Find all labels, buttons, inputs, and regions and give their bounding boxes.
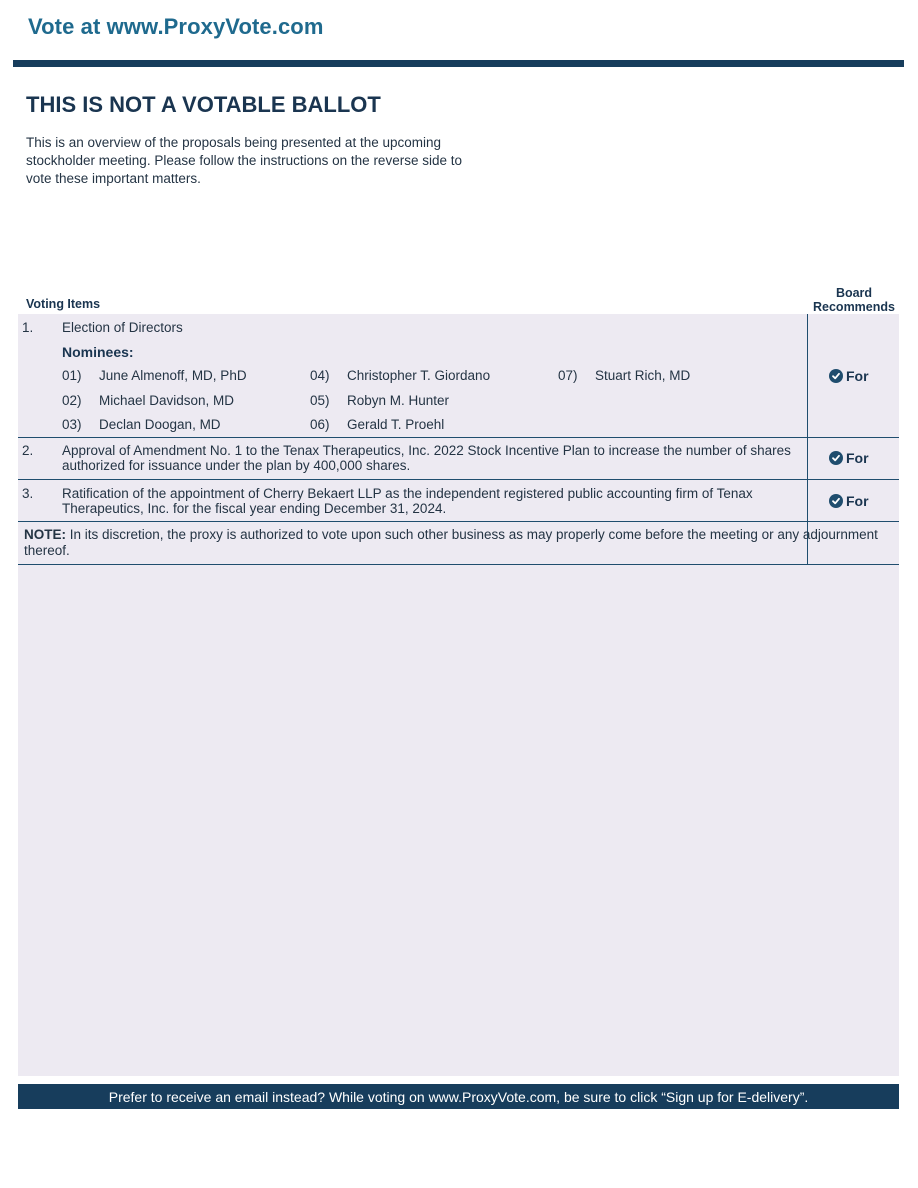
recommendation-for: For: [829, 450, 869, 466]
nominee-01: 01) June Almenoff, MD, PhD: [62, 368, 247, 383]
item-text: Election of Directors: [62, 320, 183, 335]
header-divider: [13, 60, 904, 67]
note-text: [24, 527, 884, 559]
page-title: THIS IS NOT A VOTABLE BALLOT: [26, 92, 381, 117]
item-number: 3.: [22, 486, 34, 501]
checkmark-icon: [829, 451, 843, 465]
item-text: Ratification of the appointment of Cherry Bekaert LLP as the independent registered public accounting firm of Tenax Therapeutics, Inc. for the fiscal year ending December 31, 2024.: [62, 486, 753, 516]
nominee-03: 03) Declan Doogan, MD: [62, 417, 221, 432]
edelivery-text: Prefer to receive an email instead? While voting on www.ProxyVote.com, be sure to click “Sign up for E-delivery”.: [108, 1088, 809, 1105]
nominee-07: 07) Stuart Rich, MD: [558, 368, 691, 383]
row-divider: [18, 521, 899, 522]
note-divider: [18, 564, 899, 565]
edelivery-banner: [18, 1084, 899, 1109]
nominees-label: Nominees:: [62, 344, 134, 360]
board-recommends-header: [806, 286, 902, 314]
note-body: In its discretion, the proxy is authorized to vote upon such other business as may properly come before the meeting or any adjournment thereof.: [24, 527, 878, 558]
board-header-line1: Board: [835, 286, 873, 300]
voting-item-2: [18, 438, 899, 480]
note-label: NOTE:: [24, 527, 66, 542]
checkmark-icon: [829, 494, 843, 508]
item-number: 2.: [22, 443, 34, 458]
item-number: 1.: [22, 320, 34, 335]
voting-items-header: Voting Items: [26, 297, 101, 311]
recommendation-for: For: [829, 493, 869, 509]
voting-item-3: [18, 480, 899, 522]
item-text: Approval of Amendment No. 1 to the Tenax Therapeutics, Inc. 2022 Stock Incentive Plan to increase the number of shares authorized for issuance under the plan by 400,000 shares.: [62, 443, 791, 473]
intro-text: This is an overview of the proposals being presented at the upcoming stockholder meeting. Please follow the instructions on the reverse side to vote these important matters.: [26, 135, 462, 186]
recommendation-for: For: [829, 368, 869, 384]
board-header-line2: Recommends: [813, 300, 895, 314]
proxyvote-link[interactable]: Vote at www.ProxyVote.com: [28, 14, 324, 39]
nominee-02: 02) Michael Davidson, MD: [62, 393, 235, 408]
nominee-04: 04) Christopher T. Giordano: [310, 368, 491, 383]
nominee-06: 06) Gerald T. Proehl: [310, 417, 445, 432]
checkmark-icon: [829, 369, 843, 383]
voting-item-1: [18, 314, 899, 437]
nominee-05: 05) Robyn M. Hunter: [310, 393, 450, 408]
